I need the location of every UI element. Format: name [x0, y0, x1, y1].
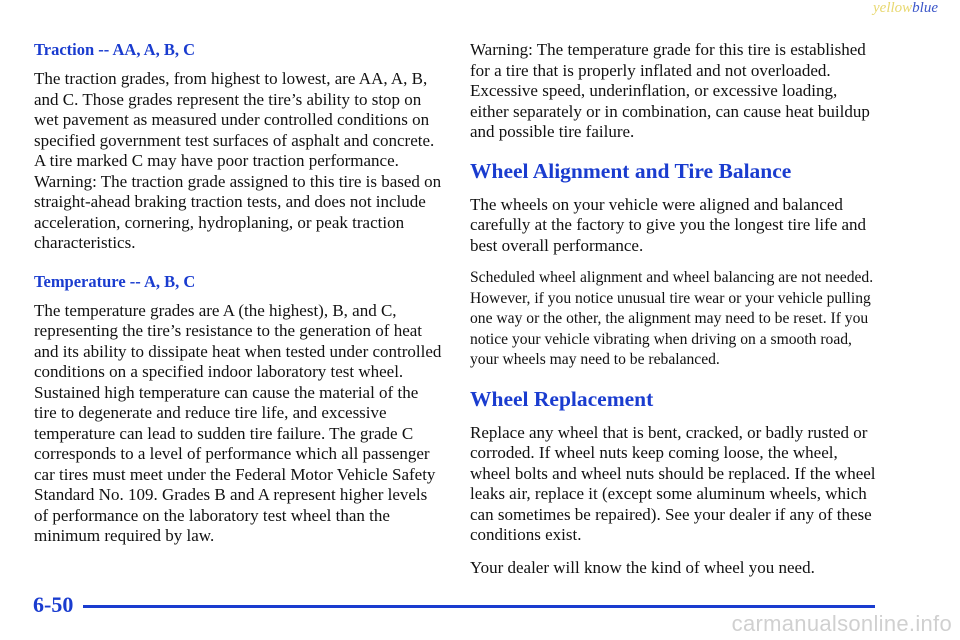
right-column [470, 40, 880, 590]
alignment-heading: Wheel Alignment and Tire Balance [470, 158, 792, 183]
temperature-heading: Temperature -- A, B, C [34, 271, 196, 291]
color-watermark [873, 0, 938, 17]
page-number: 6-50 [33, 592, 74, 617]
replacement-paragraph-1: Replace any wheel that is bent, cracked, or badly rusted or corroded. If wheel nuts keep coming loose, the wheel, wheel bolts and wheel nuts should be replaced. If the wheel leaks air, replace it (except some aluminum wheels, which can sometimes be repaired). See your dealer if any of these conditions exist. [470, 422, 876, 544]
left-column [34, 40, 442, 559]
footer-divider [83, 605, 875, 608]
replacement-paragraph-2: Your dealer will know the kind of wheel you need. [470, 557, 815, 577]
traction-heading: Traction -- AA, A, B, C [34, 40, 196, 59]
site-watermark: carmanualsonline.info [731, 611, 952, 636]
temperature-warning-paragraph: Warning: The temperature grade for this tire is established for a tire that is properly inflated and not overloaded. Excessive speed, underinflation, or excessive loading, either separately or in combination, can cause heat buildup and possible tire failure. [470, 40, 870, 141]
replacement-heading: Wheel Replacement [470, 386, 654, 411]
alignment-paragraph-1: The wheels on your vehicle were aligned and balanced carefully at the factory to give you the longest tire life and best overall performance. [470, 194, 867, 255]
traction-paragraph: The traction grades, from highest to lowest, are AA, A, B, and C. Those grades represent the tire’s ability to stop on wet pavement as measured under controlled conditions on specified government test surfaces of asphalt and concrete. A tire marked C may have poor traction performance. Warning: The traction grade assigned to this tire is based on straight-ahead braking traction tests, and does not include acceleration, cornering, hydroplaning, or peak traction characteristics. [34, 69, 442, 252]
watermark-blue: blue [912, 0, 938, 16]
watermark-yellow: yellow [873, 0, 913, 16]
alignment-paragraph-2: Scheduled wheel alignment and wheel balancing are not needed. However, if you notice unusual tire wear or your vehicle pulling one way or the other, the alignment may need to be reset. If you notice your vehicle vibrating when driving on a smooth road, your wheels may need to be rebalanced. [470, 269, 874, 368]
temperature-paragraph: The temperature grades are A (the highest), B, and C, representing the tire’s resistance to the generation of heat and its ability to dissipate heat when tested under controlled conditions on a specified indoor laboratory test wheel. Sustained high temperature can cause the material of the tire to degenerate and reduce tire life, and excessive temperature can lead to sudden tire failure. The grade C corresponds to a level of performance which all passenger car tires must meet under the Federal Motor Vehicle Safety Standard No. 109. Grades B and A represent higher levels of performance on the laboratory test wheel than the minimum required by law. [34, 300, 442, 545]
